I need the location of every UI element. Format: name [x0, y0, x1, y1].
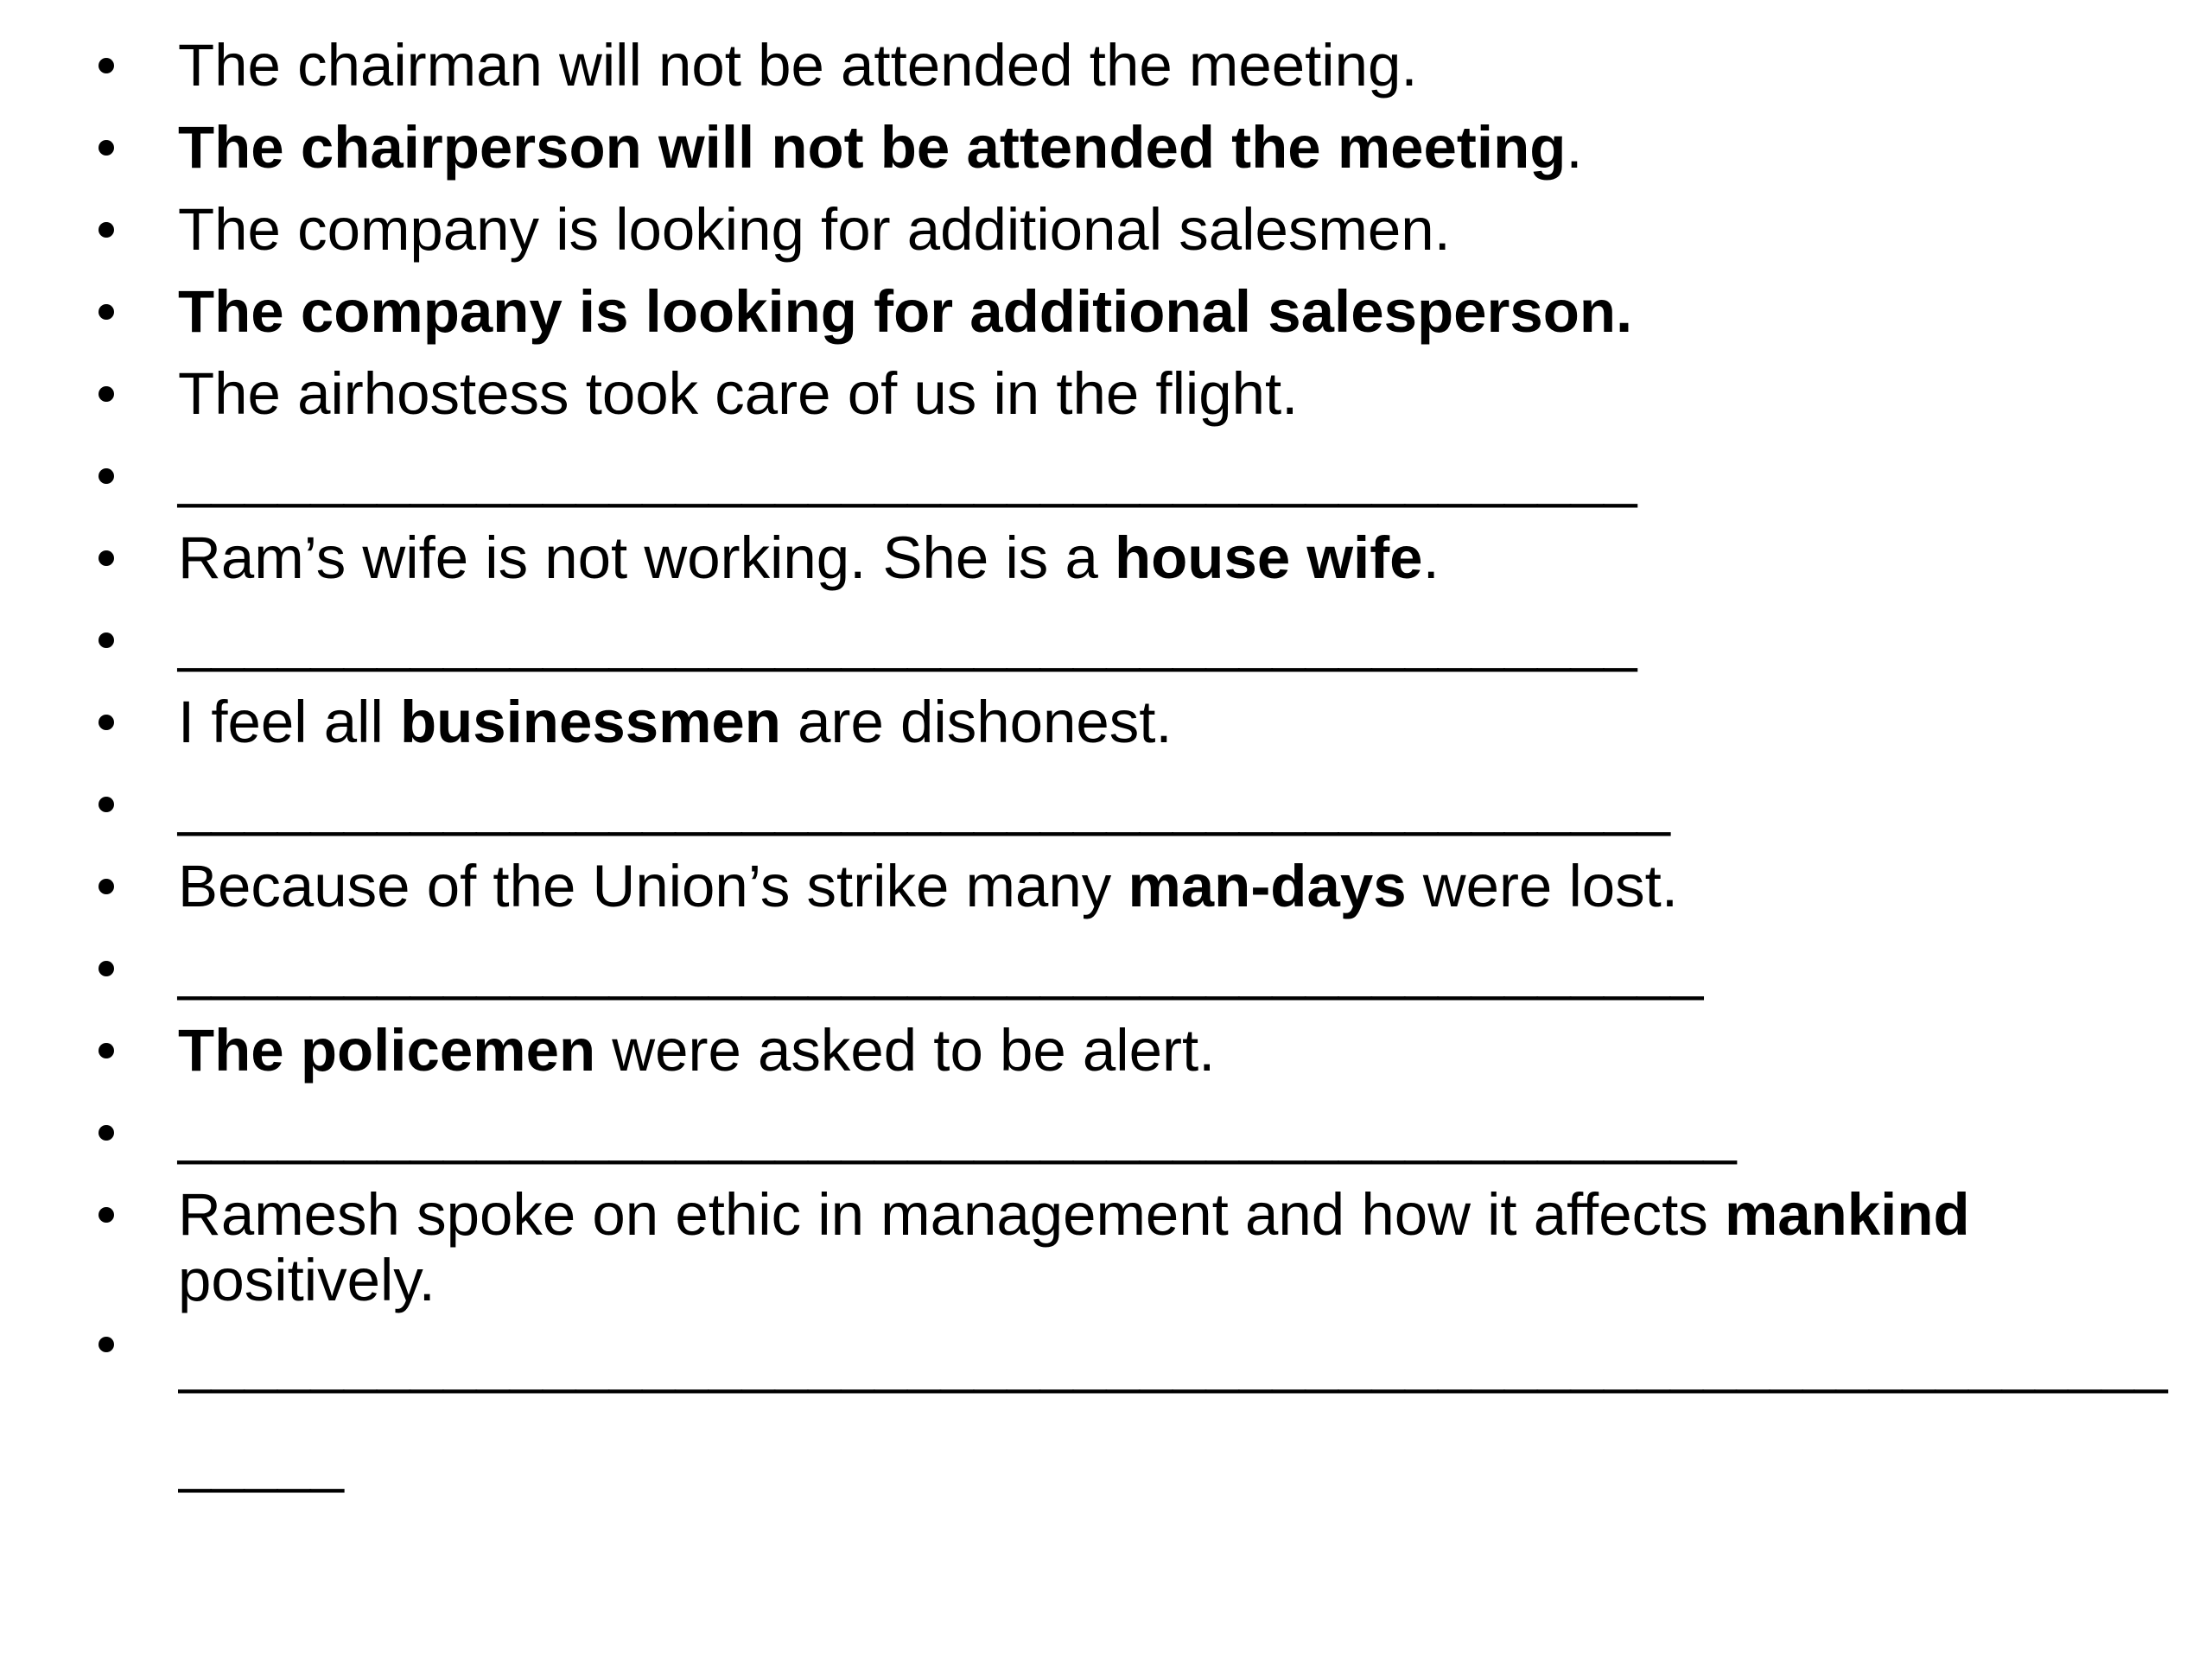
sentence-text-after: . — [1422, 524, 1440, 591]
bullet-icon — [93, 197, 119, 263]
sentence-bold: The company is looking for additional salesperson. — [178, 278, 1633, 345]
answer-blank: _______________________________________________ — [178, 1099, 1737, 1166]
sentence-bold: businessmen — [399, 689, 781, 755]
sentence-text: The airhostess took care of us in the flight. — [178, 360, 1299, 427]
sentence-text-after: were lost. — [1406, 853, 1679, 919]
list-item — [0, 197, 2212, 279]
bullet-icon — [93, 936, 119, 1001]
answer-blank-item — [0, 772, 2212, 854]
sentence-text: The company is looking for additional salesmen. — [178, 196, 1451, 263]
list-item — [0, 1018, 2212, 1100]
bullet-icon — [93, 690, 119, 755]
sentence-text-after: were asked to be alert. — [595, 1017, 1216, 1084]
sentence-bold: The chairperson will not be attended the meeting — [178, 114, 1567, 181]
exercise-list — [0, 32, 2212, 1494]
bullet-icon — [93, 33, 119, 99]
answer-blank-item — [0, 936, 2212, 1018]
answer-blank — [178, 1312, 2196, 1510]
list-item — [0, 525, 2212, 607]
sentence-text-before: Because of the Union’s strike many — [178, 853, 1128, 919]
bullet-icon — [93, 1182, 119, 1248]
answer-blank: _____________________________________________ — [178, 771, 1670, 837]
sentence-bold: man-days — [1128, 853, 1407, 919]
bullet-icon — [93, 361, 119, 427]
sentence-text: The chairman will not be attended the meeting. — [178, 32, 1418, 99]
bullet-icon — [93, 115, 119, 181]
list-item — [0, 854, 2212, 936]
answer-blank-item — [0, 1312, 2212, 1494]
answer-blank-item — [0, 1100, 2212, 1182]
bullet-icon — [93, 607, 119, 673]
list-item — [0, 690, 2212, 772]
sentence-text-before: I feel all — [178, 689, 400, 755]
answer-blank-item — [0, 443, 2212, 525]
list-item — [0, 33, 2212, 115]
bullet-icon — [93, 1018, 119, 1084]
list-item — [0, 1182, 2212, 1329]
bullet-icon — [93, 854, 119, 919]
bullet-icon — [93, 279, 119, 345]
sentence-text-before: Ram’s wife is not working. She is a — [178, 524, 1115, 591]
bullet-icon — [93, 1312, 119, 1377]
bullet-icon — [93, 772, 119, 837]
sentence-bold: mankind — [1724, 1181, 1970, 1248]
answer-blank-text: _________________________________________________________________ — [178, 1328, 2168, 1494]
list-item — [0, 361, 2212, 443]
list-item — [0, 279, 2212, 361]
bullet-icon — [93, 443, 119, 509]
answer-blank: ______________________________________________ — [178, 935, 1704, 1001]
sentence-text-before: Ramesh spoke on ethic in management and how it affects — [178, 1181, 1725, 1248]
sentence-text-after: are dishonest. — [780, 689, 1173, 755]
sentence-text-after: positively. — [178, 1247, 435, 1313]
bullet-icon — [93, 525, 119, 591]
sentence-bold: house wife — [1115, 524, 1423, 591]
sentence-bold: The policemen — [178, 1017, 596, 1084]
answer-blank: ____________________________________________ — [178, 607, 1637, 673]
sentence-text-after: . — [1566, 114, 1583, 181]
answer-blank-item — [0, 607, 2212, 690]
list-item — [0, 115, 2212, 197]
answer-blank: ____________________________________________ — [178, 442, 1637, 509]
bullet-icon — [93, 1100, 119, 1166]
